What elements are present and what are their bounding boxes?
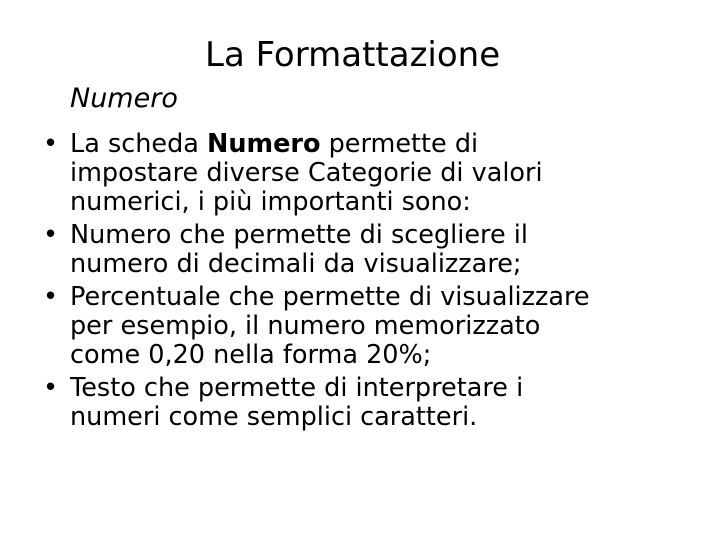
bullet-line: numerici, i più importanti sono: bbox=[70, 187, 471, 217]
bullet-line: numero di decimali da visualizzare; bbox=[70, 249, 522, 279]
bullet-marker-icon: • bbox=[43, 373, 59, 403]
bullet-marker-icon: • bbox=[43, 129, 59, 159]
bullet-item-4 bbox=[40, 374, 710, 432]
bullet-item-3 bbox=[40, 283, 710, 370]
bullet-item-2 bbox=[40, 221, 710, 279]
bullet-line bbox=[70, 130, 710, 159]
bullet-line: per esempio, il numero memorizzato bbox=[70, 311, 541, 341]
bullet-line: Numero che permette di scegliere il bbox=[70, 220, 528, 250]
bullet-list bbox=[40, 130, 710, 436]
bullet-line: come 0,20 nella forma 20%; bbox=[70, 340, 432, 370]
slide-subtitle: Numero bbox=[70, 83, 178, 114]
bullet-line: impostare diverse Categorie di valori bbox=[70, 158, 543, 188]
bullet-marker-icon: • bbox=[43, 282, 59, 312]
bullet-line: Percentuale che permette di visualizzare bbox=[70, 282, 590, 312]
bullet-line: Testo che permette di interpretare i bbox=[70, 373, 524, 403]
bullet-line: numeri come semplici caratteri. bbox=[70, 402, 478, 432]
bullet-text: permette di bbox=[320, 129, 479, 159]
bullet-item-1 bbox=[40, 130, 710, 217]
slide-title: La Formattazione bbox=[205, 35, 501, 75]
bullet-marker-icon: • bbox=[43, 220, 59, 250]
bullet-text-bold: Numero bbox=[207, 129, 321, 159]
bullet-text: La scheda bbox=[70, 129, 208, 159]
